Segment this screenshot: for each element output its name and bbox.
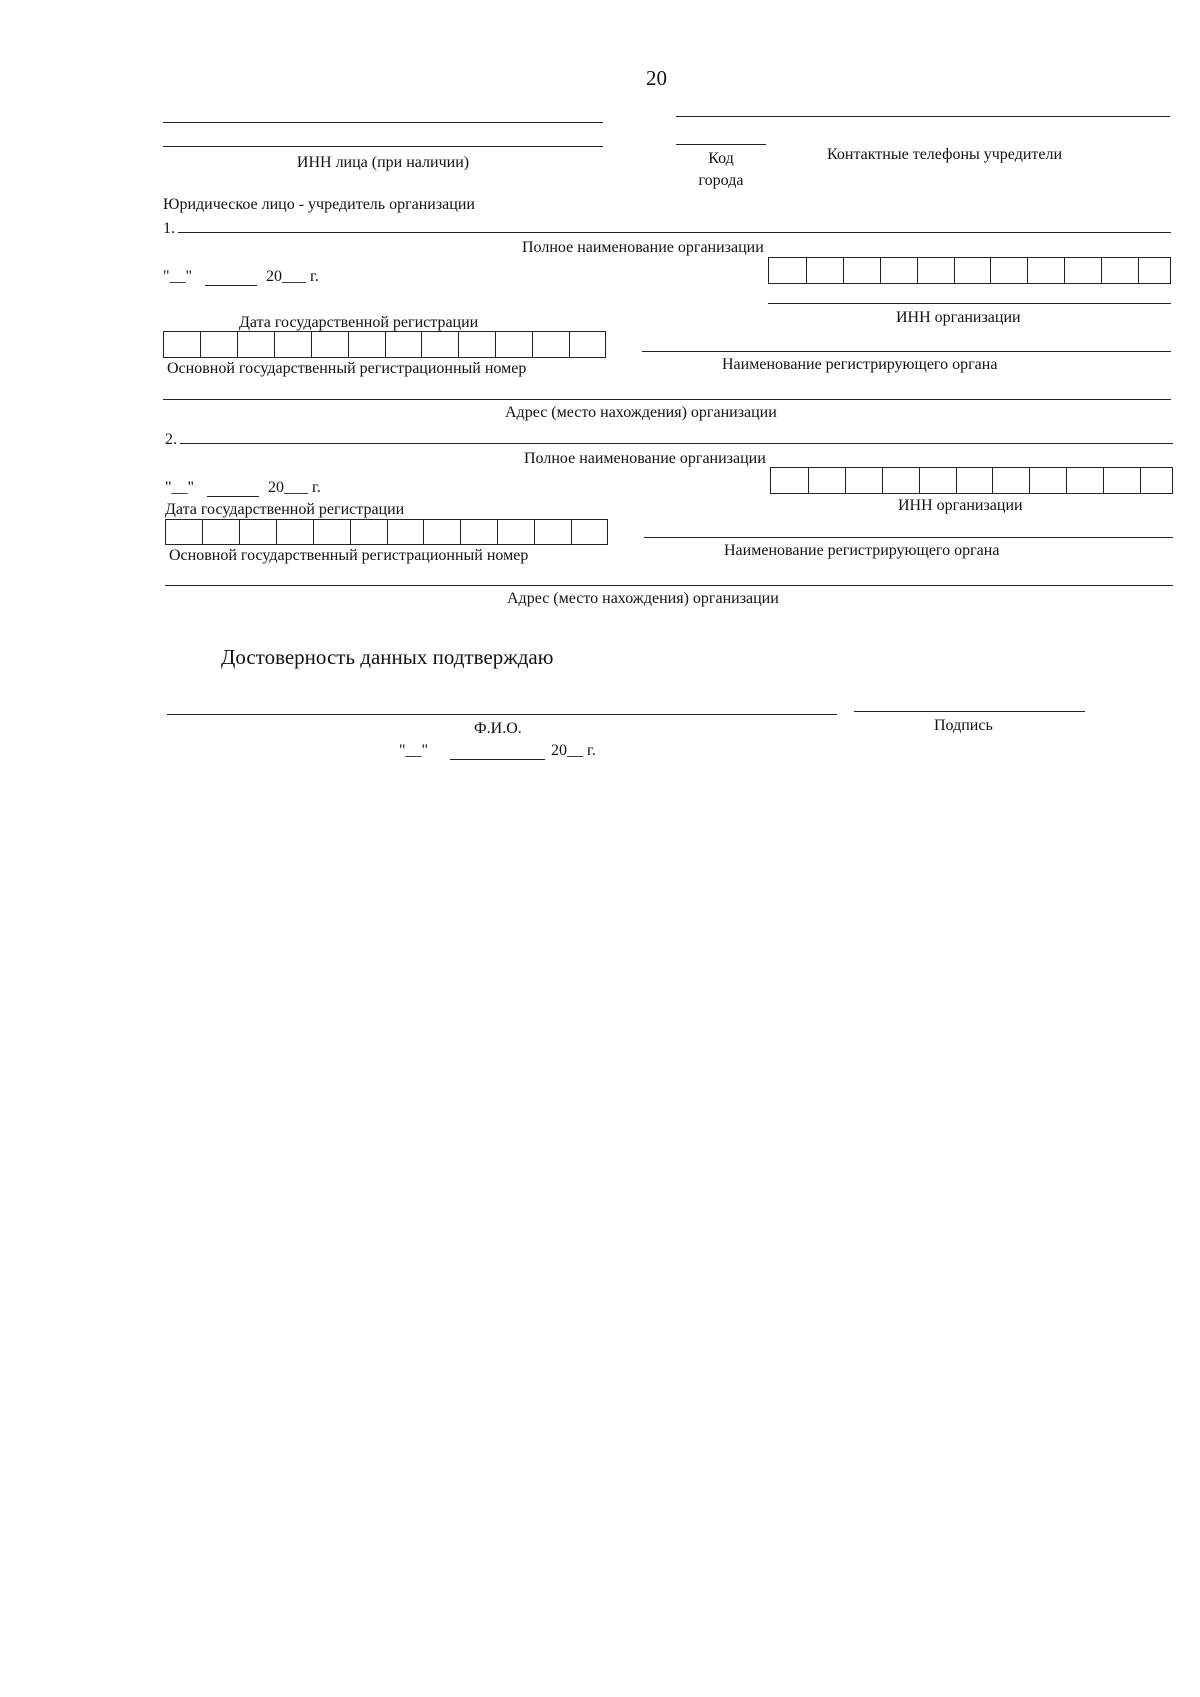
entry-2-date-label: Дата государственной регистрации <box>165 501 405 518</box>
entry-2-full-name-label: Полное наименование организации <box>524 450 766 467</box>
entry-2-number: 2. <box>165 431 177 448</box>
inn-cell[interactable] <box>771 468 809 493</box>
confirmation-date-quote: "__" <box>399 742 429 759</box>
inn-cell[interactable] <box>769 258 807 283</box>
ogrn-cell[interactable] <box>351 520 388 544</box>
ogrn-cell[interactable] <box>496 332 533 357</box>
entry-1-address-label: Адрес (место нахождения) организации <box>505 404 777 421</box>
contact-phones-label: Контактные телефоны учредители <box>827 146 1063 163</box>
entry-1-address-line[interactable] <box>163 399 1171 400</box>
inn-cell[interactable] <box>1139 258 1171 283</box>
inn-cell[interactable] <box>918 258 955 283</box>
ogrn-cell[interactable] <box>203 520 240 544</box>
entry-1-ogrn-label: Основной государственный регистрационный номер <box>167 360 527 377</box>
inn-cell[interactable] <box>991 258 1028 283</box>
ogrn-cell[interactable] <box>386 332 423 357</box>
ogrn-cell[interactable] <box>422 332 459 357</box>
entry-1-date-month-line[interactable] <box>205 285 257 286</box>
entry-1-reg-body-line[interactable] <box>642 351 1171 352</box>
inn-cell[interactable] <box>881 258 918 283</box>
inn-cell[interactable] <box>955 258 992 283</box>
fio-line[interactable] <box>167 714 837 715</box>
signature-line[interactable] <box>854 711 1085 712</box>
ogrn-cell[interactable] <box>240 520 277 544</box>
entry-2-inn-cells[interactable] <box>770 467 1173 494</box>
name-line[interactable] <box>163 122 603 123</box>
inn-cell[interactable] <box>1065 258 1102 283</box>
ogrn-cell[interactable] <box>570 332 606 357</box>
ogrn-cell[interactable] <box>201 332 238 357</box>
ogrn-cell[interactable] <box>238 332 275 357</box>
entry-2-date-quote: "__" <box>165 479 195 496</box>
city-code-line[interactable] <box>676 144 766 145</box>
confirmation-date-month-line[interactable] <box>450 759 545 760</box>
ogrn-cell[interactable] <box>388 520 425 544</box>
inn-cell[interactable] <box>807 258 844 283</box>
entry-1-date-year: 20___ г. <box>266 268 319 285</box>
ogrn-cell[interactable] <box>461 520 498 544</box>
fio-label: Ф.И.О. <box>474 720 522 737</box>
inn-cell[interactable] <box>957 468 994 493</box>
inn-cell[interactable] <box>846 468 883 493</box>
inn-cell[interactable] <box>1067 468 1104 493</box>
entry-2-date-month-line[interactable] <box>207 496 259 497</box>
entry-1-inn-line <box>768 303 1171 304</box>
ogrn-cell[interactable] <box>533 332 570 357</box>
ogrn-cell[interactable] <box>166 520 203 544</box>
entry-2-inn-label: ИНН организации <box>898 497 1023 514</box>
entry-2-ogrn-cells[interactable] <box>165 519 608 545</box>
page-number: 20 <box>646 66 667 90</box>
section-heading: Юридическое лицо - учредитель организации <box>163 196 475 213</box>
entry-1-date-label: Дата государственной регистрации <box>239 314 479 331</box>
ogrn-cell[interactable] <box>314 520 351 544</box>
inn-cell[interactable] <box>883 468 920 493</box>
ogrn-cell[interactable] <box>572 520 608 544</box>
entry-1-ogrn-cells[interactable] <box>163 331 606 358</box>
entry-2-ogrn-label: Основной государственный регистрационный номер <box>169 547 529 564</box>
entry-1-number: 1. <box>163 220 175 237</box>
inn-cell[interactable] <box>1028 258 1065 283</box>
ogrn-cell[interactable] <box>424 520 461 544</box>
inn-cell[interactable] <box>993 468 1030 493</box>
entry-1-inn-cells[interactable] <box>768 257 1171 284</box>
ogrn-cell[interactable] <box>459 332 496 357</box>
inn-cell[interactable] <box>844 258 881 283</box>
entry-1-inn-label: ИНН организации <box>896 309 1021 326</box>
entry-2-reg-body-line[interactable] <box>644 537 1173 538</box>
ogrn-cell[interactable] <box>535 520 572 544</box>
contact-phone-line[interactable] <box>676 116 1170 117</box>
city-code-label-2: города <box>698 172 744 189</box>
entry-2-full-name-line[interactable] <box>180 443 1173 444</box>
ogrn-cell[interactable] <box>349 332 386 357</box>
entry-1-date-quote: "__" <box>163 268 193 285</box>
inn-cell[interactable] <box>1104 468 1141 493</box>
entry-1-reg-body-label: Наименование регистрирующего органа <box>722 356 998 373</box>
ogrn-cell[interactable] <box>312 332 349 357</box>
entry-2-address-label: Адрес (место нахождения) организации <box>507 590 779 607</box>
inn-cell[interactable] <box>1030 468 1067 493</box>
entry-2-address-line[interactable] <box>165 585 1173 586</box>
city-code-label: Код <box>708 150 734 167</box>
inn-person-line[interactable] <box>163 146 603 147</box>
entry-2-reg-body-label: Наименование регистрирующего органа <box>724 542 1000 559</box>
inn-cell[interactable] <box>920 468 957 493</box>
ogrn-cell[interactable] <box>164 332 201 357</box>
confirmation-text: Достоверность данных подтверждаю <box>221 645 554 669</box>
ogrn-cell[interactable] <box>275 332 312 357</box>
entry-1-full-name-label: Полное наименование организации <box>522 239 764 256</box>
inn-cell[interactable] <box>809 468 846 493</box>
inn-cell[interactable] <box>1102 258 1139 283</box>
entry-1-full-name-line[interactable] <box>178 232 1171 233</box>
inn-cell[interactable] <box>1141 468 1173 493</box>
confirmation-date-year: 20__ г. <box>551 742 596 759</box>
ogrn-cell[interactable] <box>498 520 535 544</box>
inn-person-label: ИНН лица (при наличии) <box>296 154 470 171</box>
entry-2-date-year: 20___ г. <box>268 479 321 496</box>
ogrn-cell[interactable] <box>277 520 314 544</box>
signature-label: Подпись <box>934 717 993 734</box>
